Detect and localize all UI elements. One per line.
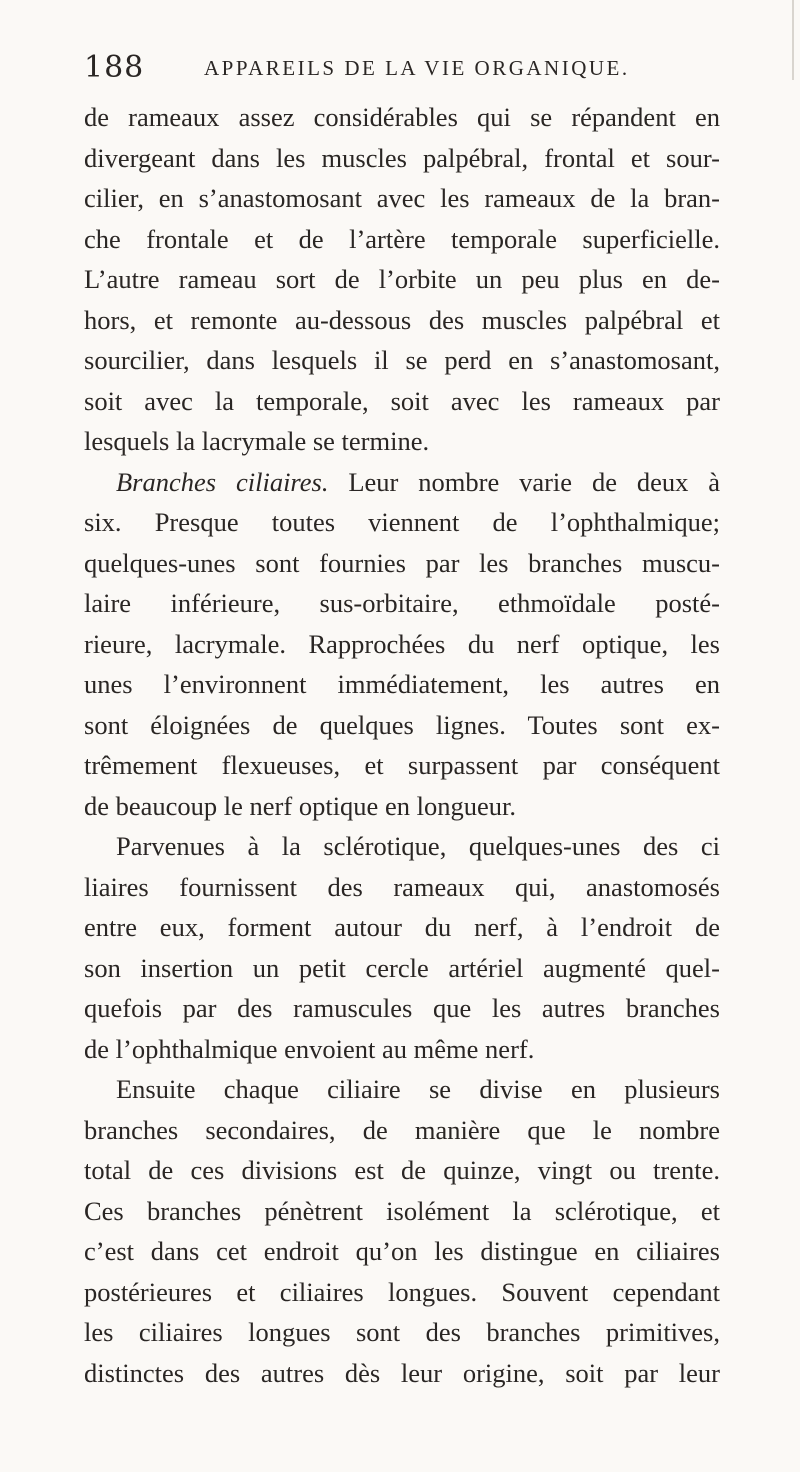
text-line: son insertion un petit cercle artériel augmenté quel- bbox=[84, 952, 720, 983]
text-line: che frontale et de l’artère temporale superficielle. bbox=[84, 223, 720, 254]
text-line: hors, et remonte au-dessous des muscles palpébral et bbox=[84, 304, 720, 335]
text-line: trêmement flexueuses, et surpassent par conséquent bbox=[84, 750, 720, 780]
text-line: cilier, en s’anastomosant avec les rameaux de la bran- bbox=[84, 183, 720, 213]
text-line: sont éloignées de quelques lignes. Toutes sont ex- bbox=[84, 709, 720, 740]
text-line: de l’ophthalmique envoient au même nerf. bbox=[84, 1033, 535, 1064]
text-line: total de ces divisions est de quinze, vingt ou trente. bbox=[84, 1155, 720, 1185]
text-line: soit avec la temporale, soit avec les rameaux par bbox=[84, 385, 720, 416]
running-title: APPAREILS DE LA VIE ORGANIQUE. bbox=[204, 56, 630, 80]
section-line bbox=[84, 462, 720, 503]
text-line: rieure, lacrymale. Rapprochées du nerf optique, les bbox=[84, 628, 720, 659]
text-line: de rameaux assez considérables qui se répandent en bbox=[84, 102, 720, 132]
text-run: Leur nombre varie de deux à bbox=[348, 466, 720, 497]
section-heading: Branches ciliaires. bbox=[116, 466, 329, 497]
text-line: lesquels la lacrymale se termine. bbox=[84, 426, 430, 456]
text-line: distinctes des autres dès leur origine, soit par leur bbox=[84, 1357, 720, 1388]
text-line: quelques-unes sont fournies par les branches muscu- bbox=[84, 547, 720, 578]
text-line: L’autre rameau sort de l’orbite un peu plus en de- bbox=[84, 264, 720, 294]
text-line: Parvenues à la sclérotique, quelques-unes des ci bbox=[116, 831, 720, 861]
body-text bbox=[84, 97, 720, 1393]
text-line: postérieures et ciliaires longues. Souvent cependant bbox=[84, 1276, 720, 1307]
page-edge bbox=[792, 0, 794, 80]
text-line: branches secondaires, de manière que le nombre bbox=[84, 1114, 720, 1145]
text-line: sourcilier, dans lesquels il se perd en s’anastomosant, bbox=[84, 345, 720, 375]
text-line: six. Presque toutes viennent de l’ophthalmique; bbox=[84, 507, 720, 537]
text-line: les ciliaires longues sont des branches primitives, bbox=[84, 1317, 720, 1347]
text-line: Ensuite chaque ciliaire se divise en plusieurs bbox=[116, 1074, 720, 1104]
text-line: liaires fournissent des rameaux qui, anastomosés bbox=[84, 871, 720, 902]
text-line: quefois par des ramuscules que les autres branches bbox=[84, 993, 720, 1023]
text-line: c’est dans cet endroit qu’on les distingue en ciliaires bbox=[84, 1236, 720, 1266]
page-number: 188 bbox=[84, 50, 145, 85]
text-line: divergeant dans les muscles palpébral, frontal et sour- bbox=[84, 142, 720, 173]
text-line: entre eux, forment autour du nerf, à l’endroit de bbox=[84, 912, 720, 942]
text-line: de beaucoup le nerf optique en longueur. bbox=[84, 790, 516, 821]
text-line: Ces branches pénètrent isolément la sclérotique, et bbox=[84, 1195, 720, 1226]
text-line: laire inférieure, sus-orbitaire, ethmoïdale posté- bbox=[84, 588, 720, 618]
running-header bbox=[84, 50, 724, 90]
text-line: unes l’environnent immédiatement, les autres en bbox=[84, 669, 720, 699]
